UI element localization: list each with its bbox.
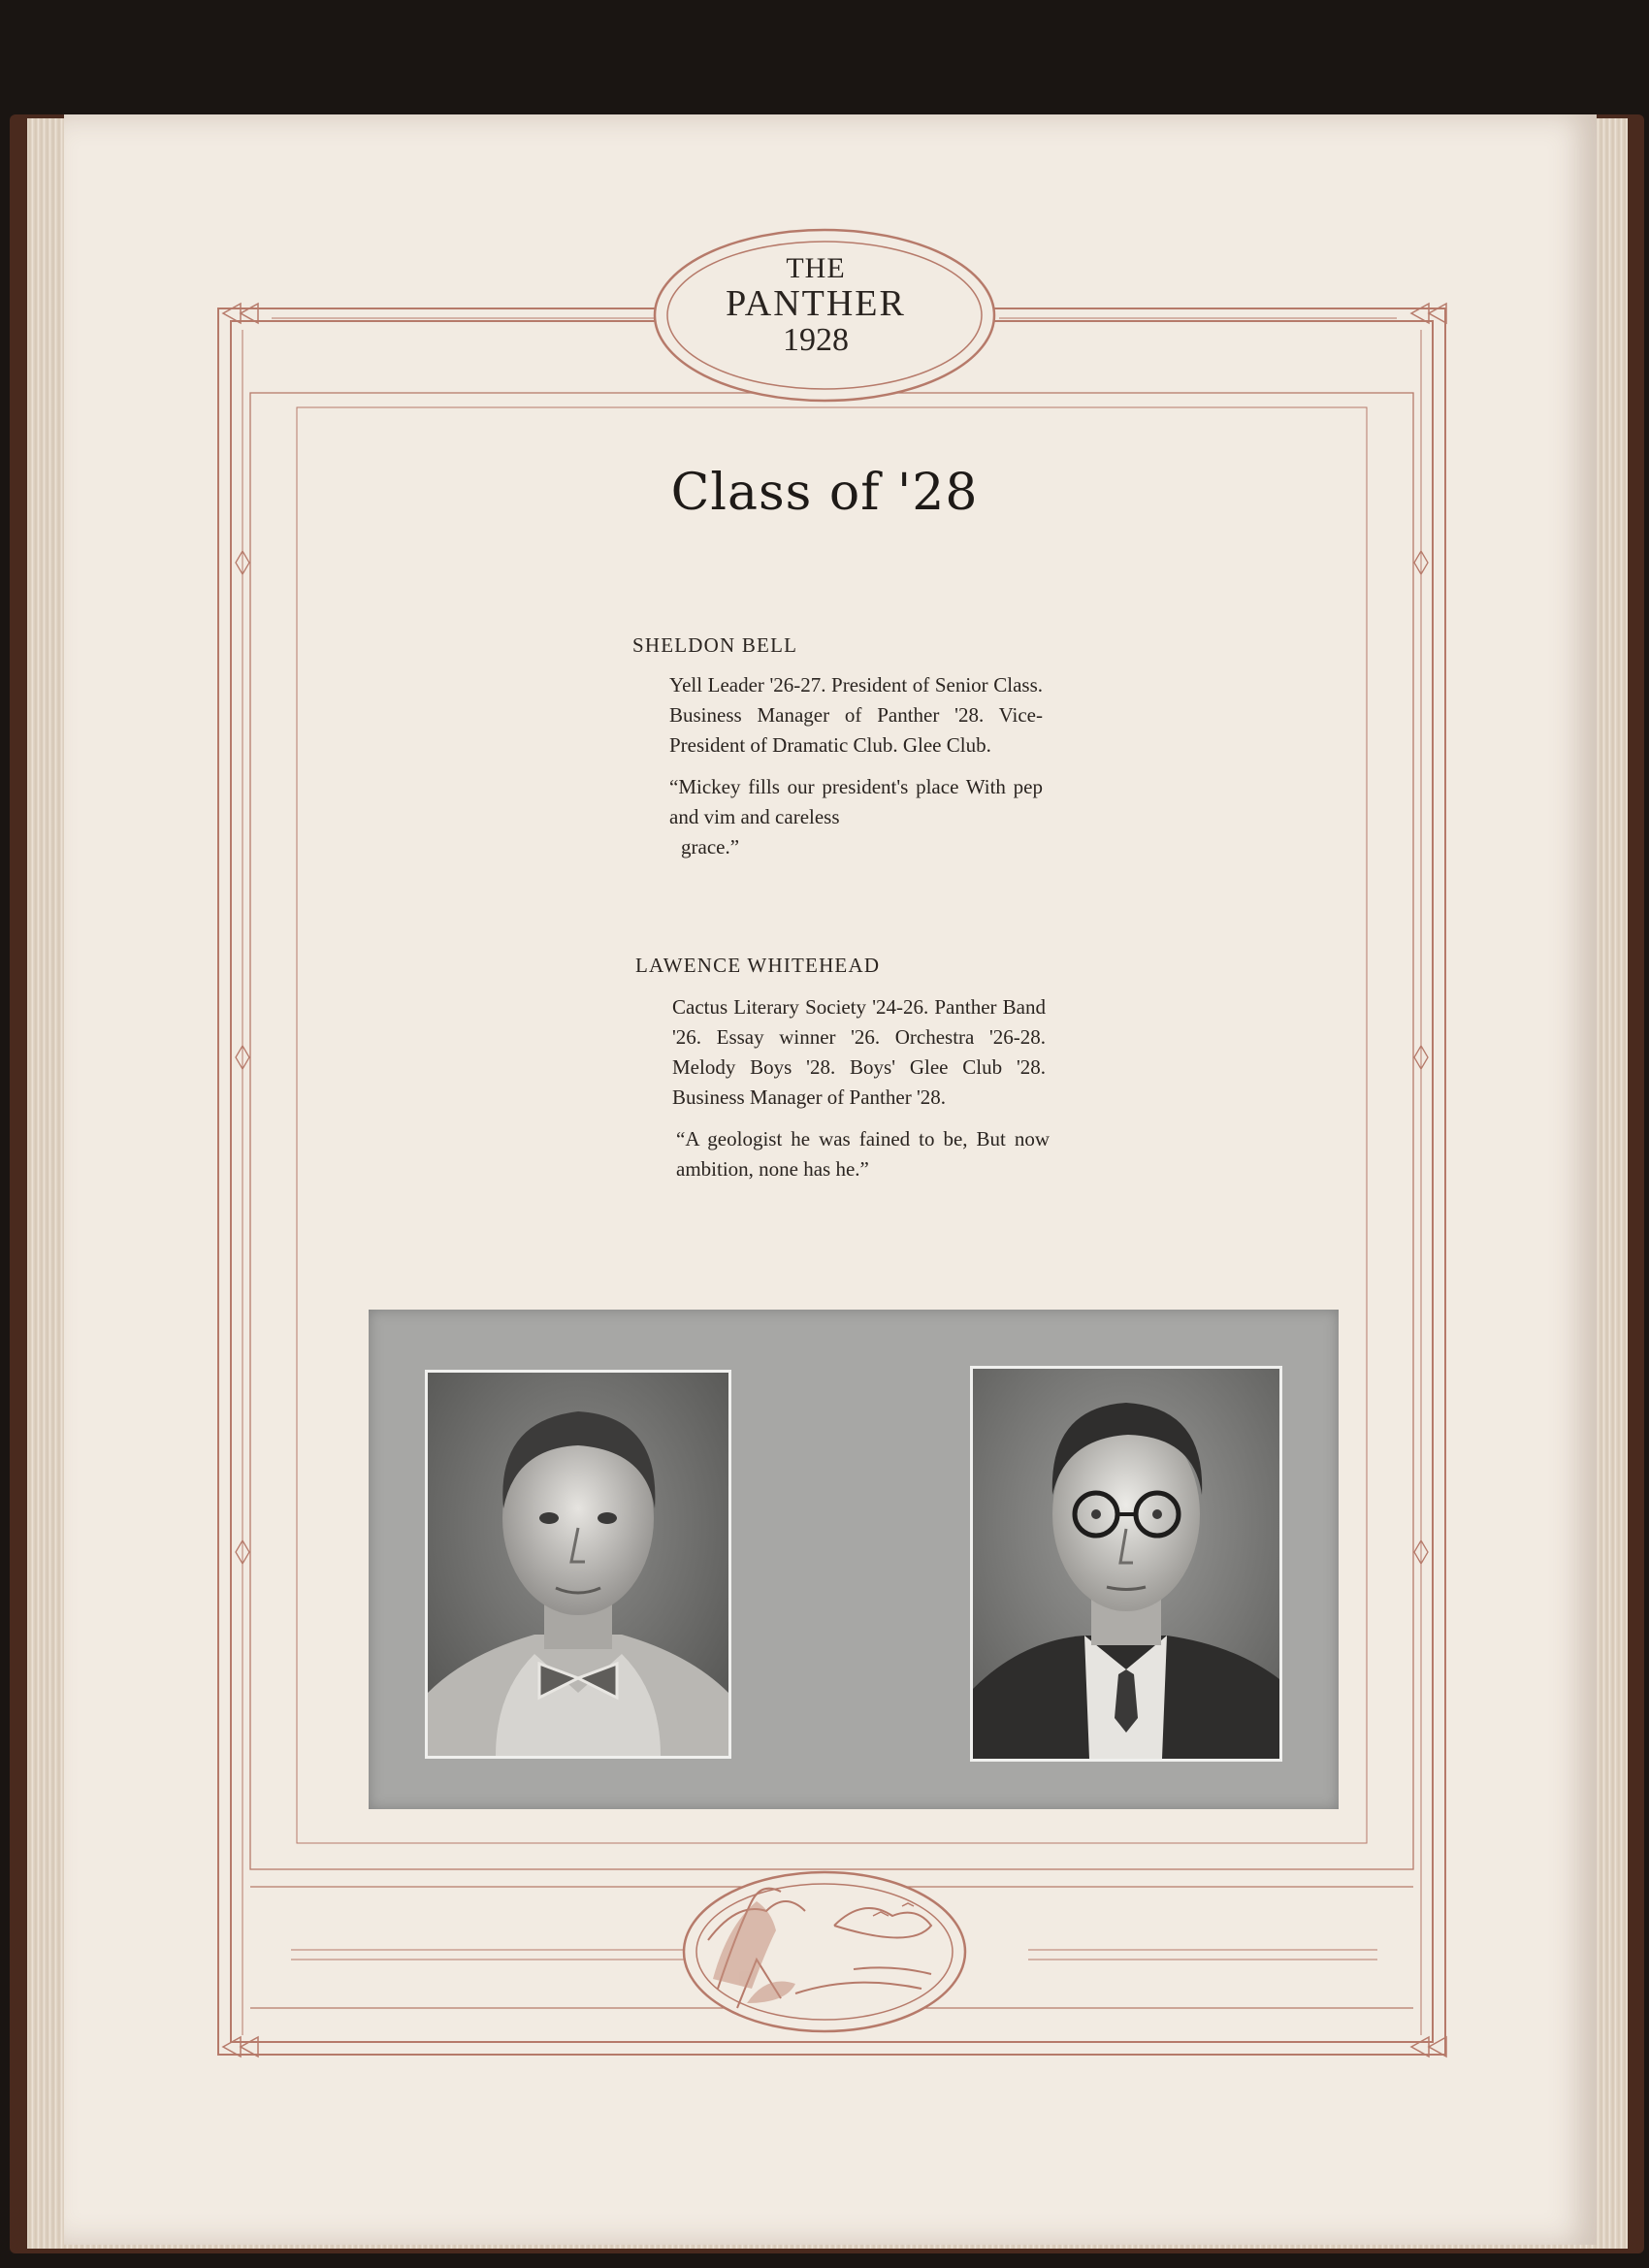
masthead-year: 1928: [783, 322, 849, 358]
senior-quote: [669, 772, 1043, 862]
masthead-title: PANTHER: [726, 283, 906, 324]
senior-quote-end: grace.”: [681, 835, 740, 859]
senior-name: LAWENCE WHITEHEAD: [635, 954, 881, 977]
senior-activities: Yell Leader '26-27. President of Senior Class. Business Manager of Panther '28. Vice-President of Dramatic Club. Glee Club.: [669, 673, 1043, 757]
senior-activities: Cactus Literary Society '24-26. Panther Band '26. Essay winner '26. Orchestra '26-28. Melody Boys '28. Boys' Glee Club '28. Business Manager of Panther '28.: [672, 995, 1046, 1109]
senior-quote-text: “A geologist he was fained to be, But now ambition, none has he.”: [676, 1127, 1050, 1181]
masthead-the: THE: [786, 252, 846, 284]
portrait-bow-tie-image: [428, 1373, 728, 1756]
page-heading: Class of '28: [670, 464, 979, 522]
portrait-photo: [970, 1366, 1282, 1762]
senior-quote-text: “Mickey fills our president's place With pep and vim and careless: [669, 775, 1043, 828]
portrait-strip: [369, 1310, 1339, 1809]
portrait-photo: [425, 1370, 731, 1759]
senior-quote: [676, 1124, 1050, 1184]
senior-entry: [635, 951, 1050, 1184]
portrait-glasses-image: [973, 1369, 1279, 1759]
senior-name: SHELDON BELL: [632, 633, 798, 657]
masthead: [695, 254, 937, 357]
senior-entry: [632, 631, 1043, 862]
